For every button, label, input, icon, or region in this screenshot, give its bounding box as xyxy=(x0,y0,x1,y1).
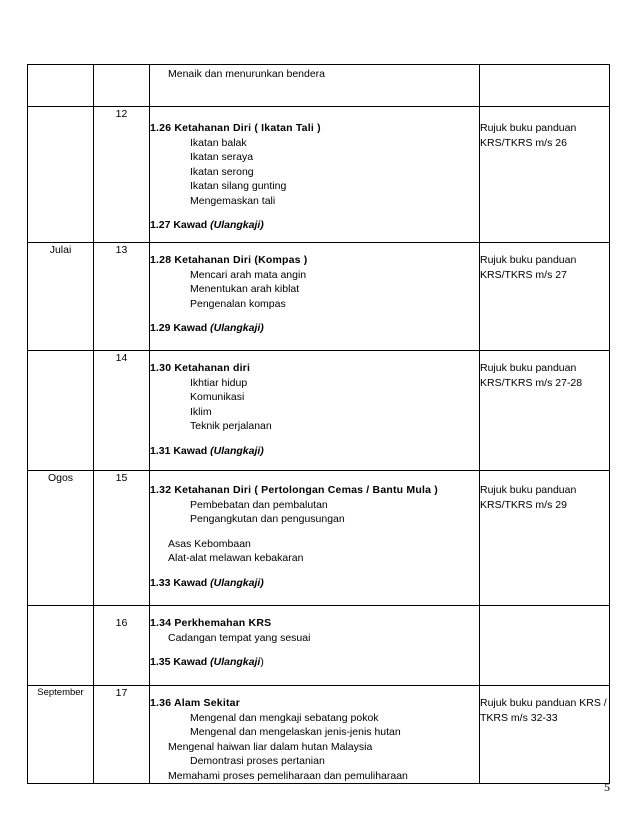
subtopic-item: Pengenalan kompas xyxy=(190,297,286,310)
kawad-number: 1.33 Kawad xyxy=(150,576,211,589)
kawad-number: 1.29 Kawad xyxy=(150,322,211,334)
subtopic-item: Cadangan tempat yang sesuai xyxy=(168,631,311,644)
kawad-line xyxy=(150,655,479,670)
subtopic-item: Iklim xyxy=(190,405,212,418)
month-cell xyxy=(28,351,94,471)
subtopic-item: Mengenal dan mengkaji sebatang pokok xyxy=(190,711,379,724)
table-row xyxy=(28,65,610,107)
subtopic-item: Memahami proses pemeliharaan dan pemuliharaan xyxy=(168,769,408,782)
topic-heading: 1.28 Ketahanan Diri (Kompas ) xyxy=(150,254,308,266)
subtopic-item: Ikatan balak xyxy=(190,136,247,149)
kawad-number: 1.27 Kawad xyxy=(150,219,211,231)
subtopic-item: Pembebatan dan pembalutan xyxy=(190,498,328,511)
month-cell: Ogos xyxy=(28,471,94,606)
reference-cell: Rujuk buku panduan KRS/TKRS m/s 29 xyxy=(480,471,610,606)
content-cell xyxy=(150,686,480,784)
week-cell: 12 xyxy=(94,107,150,243)
table-row xyxy=(28,107,610,243)
subtopic-item: Mencari arah mata angin xyxy=(190,268,307,281)
kawad-line xyxy=(150,444,479,459)
table-row xyxy=(28,351,610,471)
kawad-note: (Ulangkaji) xyxy=(210,322,264,334)
subtopic-item: Ikatan serong xyxy=(190,165,254,178)
subtopic-item: Teknik perjalanan xyxy=(190,420,272,432)
subtopic-item: Mengenal haiwan liar dalam hutan Malaysia xyxy=(168,740,373,753)
week-cell: 13 xyxy=(94,243,150,351)
subtopic-item: Pengangkutan dan pengusungan xyxy=(190,513,345,525)
month-cell xyxy=(28,606,94,686)
reference-cell: Rujuk buku panduan KRS/TKRS m/s 27-28 xyxy=(480,351,610,471)
content-cell xyxy=(150,107,480,243)
table-row xyxy=(28,686,610,784)
content-cell xyxy=(150,471,480,606)
content-cell xyxy=(150,65,480,107)
subtopic-item: Menentukan arah kiblat xyxy=(190,283,300,295)
table-row xyxy=(28,606,610,686)
month-cell xyxy=(28,65,94,107)
kawad-note: (Ulangkaji) xyxy=(210,576,264,589)
reference-cell: Rujuk buku panduan KRS/TKRS m/s 27 xyxy=(480,243,610,351)
activity-line: Menaik dan menurunkan bendera xyxy=(168,68,326,80)
subtopic-item: Demontrasi proses pertanian xyxy=(190,755,325,767)
subtopic-item: Ikatan seraya xyxy=(190,151,254,163)
subtopic-item: Mengenal dan mengelaskan jenis-jenis hutan xyxy=(190,726,401,738)
subtopic-item: Alat-alat melawan kebakaran xyxy=(168,552,304,564)
week-cell: 17 xyxy=(94,686,150,784)
topic-heading: 1.34 Perkhemahan KRS xyxy=(150,617,272,629)
reference-cell xyxy=(480,65,610,107)
table-row xyxy=(28,243,610,351)
subtopic-item: Mengemaskan tali xyxy=(190,194,276,207)
topic-heading: 1.36 Alam Sekitar xyxy=(150,697,240,709)
kawad-line xyxy=(150,576,479,591)
kawad-line xyxy=(150,218,479,233)
content-cell xyxy=(150,606,480,686)
subtopic-item: Ikhtiar hidup xyxy=(190,376,248,389)
topic-heading: 1.30 Ketahanan diri xyxy=(150,362,251,374)
week-cell: 16 xyxy=(94,606,150,686)
content-cell xyxy=(150,351,480,471)
kawad-number: 1.35 Kawad xyxy=(150,656,211,668)
topic-heading: 1.26 Ketahanan Diri ( Ikatan Tali ) xyxy=(150,122,321,134)
month-cell xyxy=(28,107,94,243)
schedule-table xyxy=(27,64,610,784)
kawad-number: 1.31 Kawad xyxy=(150,444,211,457)
reference-cell: Rujuk buku panduan KRS/TKRS m/s 26 xyxy=(480,107,610,243)
week-cell xyxy=(94,65,150,107)
reference-cell xyxy=(480,606,610,686)
subtopic-item: Komunikasi xyxy=(190,391,245,403)
kawad-note: (Ulangkaji xyxy=(210,656,261,668)
table-row xyxy=(28,471,610,606)
subtopic-item: Ikatan silang gunting xyxy=(190,180,287,192)
kawad-line xyxy=(150,321,479,336)
kawad-close: ) xyxy=(260,656,264,668)
kawad-note: (Ulangkaji) xyxy=(210,219,264,231)
month-cell: September xyxy=(28,686,94,784)
content-cell xyxy=(150,243,480,351)
month-cell: Julai xyxy=(28,243,94,351)
topic-heading: 1.32 Ketahanan Diri ( Pertolongan Cemas / Bantu Mula ) xyxy=(150,484,438,496)
week-cell: 14 xyxy=(94,351,150,471)
kawad-note: (Ulangkaji) xyxy=(210,444,264,457)
week-cell: 15 xyxy=(94,471,150,606)
page-number: 5 xyxy=(604,780,610,794)
reference-cell: Rujuk buku panduan KRS / TKRS m/s 32-33 xyxy=(480,686,610,784)
subtopic-item: Asas Kebombaan xyxy=(168,537,251,550)
